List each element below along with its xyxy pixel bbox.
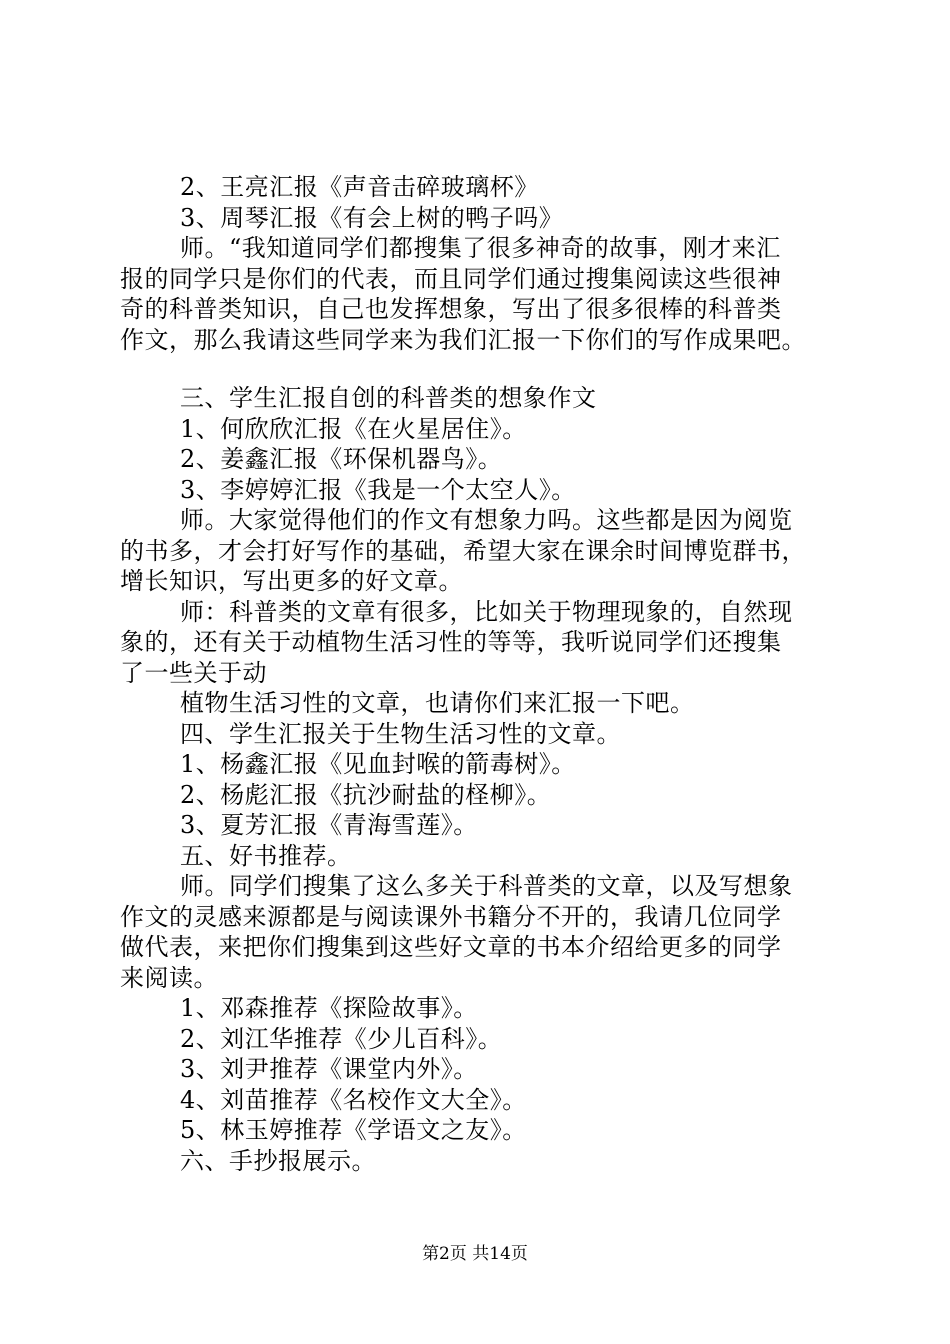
text-line: 师：科普类的文章有很多，比如关于物理现象的，自然现 [180, 597, 793, 626]
text-line: 5、林玉婷推荐《学语文之友》。 [180, 1116, 527, 1144]
text-line: 做代表，来把你们搜集到这些好文章的书本介绍给更多的同学 [120, 933, 782, 961]
text-line: 3、夏芳汇报《青海雪莲》。 [180, 811, 478, 839]
text-line: 作文，那么我请这些同学来为我们汇报一下你们的写作成果吧。 [120, 325, 806, 354]
document-body [120, 172, 840, 1176]
text-line: 1、杨鑫汇报《见血封喉的箭毒树》。 [180, 750, 576, 778]
text-line: 2、杨彪汇报《抗沙耐盐的柽柳》。 [180, 780, 552, 809]
text-line: 3、李婷婷汇报《我是一个太空人》。 [180, 475, 576, 504]
text-line: 象的，还有关于动植物生活习性的等等，我听说同学们还搜集 [120, 628, 782, 656]
text-line: 4、刘苗推荐《名校作文大全》。 [180, 1085, 527, 1114]
text-line: 奇的科普类知识，自己也发挥想象，写出了很多很棒的科普类 [120, 295, 782, 323]
text-line: 师。同学们搜集了这么多关于科普类的文章，以及写想象 [180, 872, 793, 900]
page-footer: 第2页 共14页 [422, 1244, 528, 1264]
text-line: 师。“我知道同学们都搜集了很多神奇的故事，刚才来汇 [180, 234, 781, 262]
text-line: 2、姜鑫汇报《环保机器鸟》。 [180, 445, 503, 473]
text-line: 作文的灵感来源都是与阅读课外书籍分不开的，我请几位同学 [120, 902, 782, 931]
text-line: 1、邓森推荐《探险故事》。 [180, 994, 478, 1022]
text-line: 2、刘江华推荐《少儿百科》。 [180, 1024, 503, 1053]
text-line: 了一些关于动 [120, 658, 267, 687]
text-line: 师。大家觉得他们的作文有想象力吗。这些都是因为阅览 [180, 506, 793, 534]
text-line: 3、刘尹推荐《课堂内外》。 [180, 1055, 478, 1083]
text-line: 植物生活习性的文章，也请你们来汇报一下吧。 [180, 689, 695, 717]
text-line: 报的同学只是你们的代表，而且同学们通过搜集阅读这些很神 [120, 264, 782, 293]
text-line: 3、周琴汇报《有会上树的鸭子吗》 [180, 203, 564, 232]
text-line: 的书多，才会打好写作的基础，希望大家在课余时间博览群书， [120, 536, 806, 565]
text-line: 2、王亮汇报《声音击碎玻璃杯》 [180, 173, 539, 201]
text-line: 1、何欣欣汇报《在火星居住》。 [180, 414, 527, 443]
paragraph-gap [120, 355, 840, 383]
text-line: 来阅读。 [120, 963, 218, 992]
section-heading: 五、好书推荐。 [180, 841, 352, 870]
section-heading: 四、学生汇报关于生物生活习性的文章。 [180, 719, 621, 748]
section-heading: 六、手抄报展示。 [180, 1146, 376, 1175]
text-line: 增长知识，写出更多的好文章。 [120, 567, 463, 595]
section-heading: 三、学生汇报自创的科普类的想象作文 [180, 384, 597, 412]
